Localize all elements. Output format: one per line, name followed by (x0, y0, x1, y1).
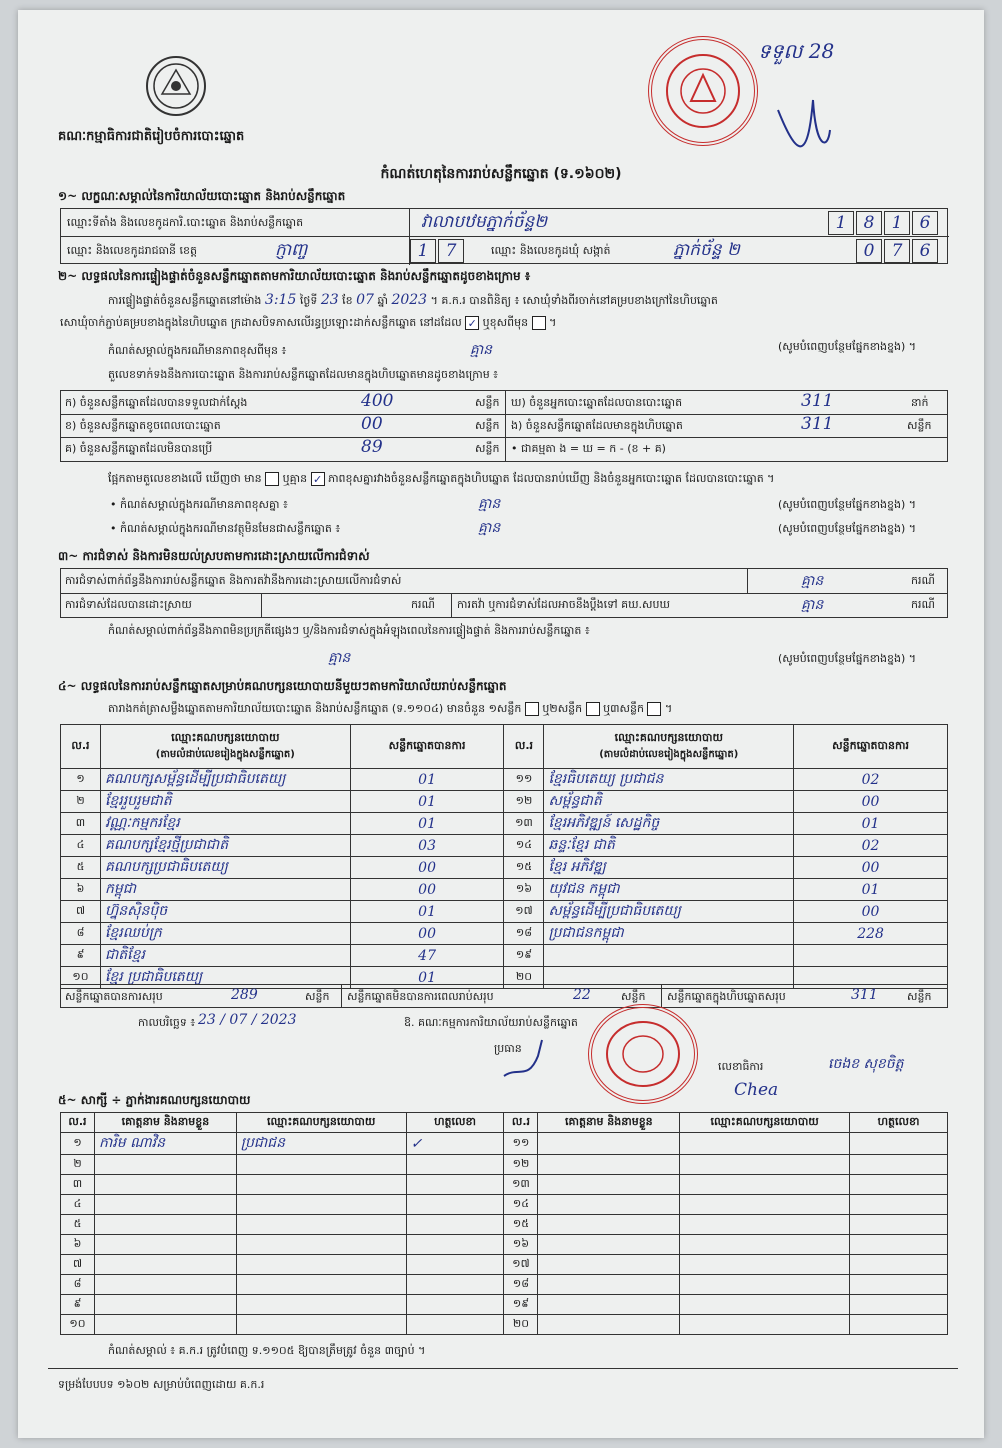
date-label: កាលបរិច្ឆេទ ៖ (138, 1016, 196, 1029)
unit-label: សន្លឹក (907, 990, 932, 1003)
chair-label: ប្រធាន (494, 1042, 522, 1055)
vote-count: 01 (794, 813, 948, 835)
secretary-signature: Chea (734, 1080, 779, 1100)
party-name (544, 945, 794, 967)
vote-count: 01 (794, 879, 948, 901)
witness-signature (406, 1195, 504, 1215)
unused-value: 89 (361, 437, 383, 457)
row-number: ១៣ (504, 813, 544, 835)
row-number: ២ (61, 1155, 95, 1175)
row-number: ១៩ (504, 945, 544, 967)
witness-signature (406, 1215, 504, 1235)
vote-count: 01 (350, 791, 504, 813)
two-sheet-checkbox[interactable] (586, 702, 600, 716)
witness-name (94, 1215, 236, 1235)
location-value: វាលាបឋមភ្នាក់ច័ន្ទ២ (421, 212, 548, 232)
party-name: យុវជន កម្ពុជា (544, 879, 794, 901)
intact-checkbox[interactable]: ✓ (465, 316, 479, 330)
totals-row (60, 984, 948, 1008)
appeal-label: ការតវ៉ា ឬការជំទាស់ដែលអាចនឹងប្តឹងទៅ គឃ.សបឃ (457, 598, 670, 611)
org-name: គណៈកម្មាធិការជាតិរៀបចំការបោះឆ្នោត (58, 129, 245, 144)
party-name: គណបក្សខ្មែរថ្មីប្រជាជាតិ (100, 835, 350, 857)
table-row (61, 813, 948, 835)
row-number: ៦ (61, 879, 101, 901)
witness-name (538, 1133, 680, 1155)
row-number: ១៥ (504, 857, 544, 879)
one-sheet-checkbox[interactable] (525, 702, 539, 716)
unit-label: សន្លឹក (907, 419, 932, 432)
witness-party (236, 1175, 406, 1195)
witness-name (538, 1155, 680, 1175)
vote-count: 02 (794, 769, 948, 791)
party-name: គណបក្សសម្ព័ន្ធដើម្បីប្រជាធិបតេយ្យ (100, 769, 350, 791)
witness-signature (406, 1295, 504, 1315)
vote-count: 02 (794, 835, 948, 857)
witness-name (94, 1195, 236, 1215)
col-sign: ហត្ថលេខា (850, 1113, 948, 1133)
vote-count: 00 (350, 879, 504, 901)
witness-party (680, 1315, 850, 1335)
witness-signature (850, 1175, 948, 1195)
footnote: កំណត់សម្គាល់ ៖ គ.ក.រ ត្រូវបំពេញ ទ.១១០៥ ឱ្យបានត្រឹមត្រូវ ចំនួន ៣ច្បាប់ ។ (108, 1344, 426, 1357)
witness-name (94, 1235, 236, 1255)
witness-name (94, 1275, 236, 1295)
section3-title: ៣~ ការជំទាស់ និងការមិនយល់ស្របតាមការដោះស្រាយលើការជំទាស់ (58, 549, 370, 563)
row-number: ២ (61, 791, 101, 813)
witness-party (236, 1155, 406, 1175)
party-name: ខ្មែរអភិវឌ្ឍន៍ សេដ្ឋកិច្ច (544, 813, 794, 835)
unused-label: គ) ចំនួនសន្លឹកឆ្នោតដែលមិនបានប្រើ (65, 442, 213, 455)
received-value: 400 (361, 391, 394, 411)
row-number: ១៤ (504, 835, 544, 857)
nec-emblem-icon (146, 56, 206, 116)
witness-signature (406, 1255, 504, 1275)
table-row (61, 879, 948, 901)
chair-signature (498, 1036, 558, 1086)
witness-name (94, 1295, 236, 1315)
vote-count: 01 (350, 813, 504, 835)
bullet-nonballot-value: គ្មាន (478, 520, 501, 536)
witness-signature (850, 1275, 948, 1295)
party-name: ប្រជាជនកម្ពុជា (544, 923, 794, 945)
witness-name (538, 1255, 680, 1275)
row-number: ១៧ (504, 1255, 538, 1275)
no-difference-checkbox[interactable]: ✓ (311, 472, 325, 486)
province-label: ឈ្មោះ និងលេខកូដរាជធានី ខេត្ត (67, 244, 197, 257)
party-name: ហ្វ៊ុនស៊ិនប៉ិច (100, 901, 350, 923)
vote-count: 01 (350, 967, 504, 989)
vote-count: 47 (350, 945, 504, 967)
witness-party (680, 1195, 850, 1215)
witness-signature (850, 1215, 948, 1235)
witness-name: ការិម ណាវិន (94, 1133, 236, 1155)
unit-label: សន្លឹក (475, 396, 500, 409)
col-name: គោត្តនាម និងនាមខ្លួន (538, 1113, 680, 1133)
table-row (61, 923, 948, 945)
table-row (61, 1275, 948, 1295)
witness-party (236, 1215, 406, 1235)
col-party: ឈ្មោះគណបក្សនយោបាយ (តាមលំដាប់លេខរៀងក្នុងសន្លឹកឆ្នោត) (100, 725, 350, 769)
ballots-in-box-label: ង) ចំនួនសន្លឹកឆ្នោតដែលមានក្នុងហិបឆ្នោត (511, 419, 683, 432)
witness-signature (850, 1155, 948, 1175)
witness-name (94, 1155, 236, 1175)
unit-label: សន្លឹក (621, 990, 646, 1003)
total-box-value: 311 (851, 987, 878, 1003)
vote-count: 03 (350, 835, 504, 857)
witness-party (680, 1175, 850, 1195)
row-number: ១២ (504, 791, 544, 813)
row-number: ១៥ (504, 1215, 538, 1235)
row-number: ១០ (61, 967, 101, 989)
bullet-difference-value: គ្មាន (478, 496, 501, 512)
table-row (61, 1295, 948, 1315)
row-number: ១ (61, 1133, 95, 1155)
row-number: ១៣ (504, 1175, 538, 1195)
row-number: ១៨ (504, 923, 544, 945)
witness-party (680, 1235, 850, 1255)
received-label: ក) ចំនួនសន្លឹកឆ្នោតដែលបានទទួលជាក់ស្តែង (65, 396, 248, 409)
witness-party (236, 1235, 406, 1255)
counted-intro: តួលេខទាក់ទងនឹងការបោះឆ្នោត និងការរាប់សន្លឹកឆ្នោតដែលមានក្នុងហិបឆ្នោតមានដូចខាងក្រោម ៖ (108, 368, 499, 381)
witness-party: ប្រជាជន (236, 1133, 406, 1155)
witness-signature (406, 1315, 504, 1335)
objection-box (60, 568, 948, 618)
signature-top (768, 90, 838, 170)
witness-party (680, 1155, 850, 1175)
col-no: ល.រ (504, 1113, 538, 1133)
witness-signature (850, 1195, 948, 1215)
total-invalid-value: 22 (573, 987, 591, 1003)
witness-party (680, 1133, 850, 1155)
irregularity-value: គ្មាន (328, 650, 351, 666)
row-number: ៨ (61, 923, 101, 945)
province-code-digit: 1 (410, 239, 436, 263)
verify-line1: ការផ្ទៀងផ្ទាត់ចំនួនសន្លឹកឆ្នោតនៅម៉ោង 3:15 ថ្ងៃទី 23 ខែ 07 ឆ្នាំ 2023 ។ គ.ក.រ បានពិនិត្យ ៖ សោឃុំទាំងពីរចាក់នៅគម្របខាងក្រៅនៃហិបឆ្នោត (108, 292, 718, 308)
col-name: គោត្តនាម និងនាមខ្លួន (94, 1113, 236, 1133)
party-name: សម្ព័ន្ធដើម្បីប្រជាធិបតេយ្យ (544, 901, 794, 923)
witness-name (94, 1255, 236, 1275)
witness-signature (406, 1155, 504, 1175)
col-party: ឈ្មោះគណបក្សនយោបាយ (តាមលំដាប់លេខរៀងក្នុងសន្លឹកឆ្នោត) (544, 725, 794, 769)
verify-year: 2023 (391, 292, 428, 308)
province-code-digit: 7 (438, 239, 464, 263)
unit-label: សន្លឹក (305, 990, 330, 1003)
see-back: (សូមបំពេញបន្ថែមផ្នែកខាងខ្នង) ។ (778, 340, 917, 353)
row-number: ៨ (61, 1275, 95, 1295)
section4-title: ៤~ លទ្ធផលនៃការរាប់សន្លឹកឆ្នោតសម្រាប់គណបក្សនយោបាយនីមួយៗតាមការិយាល័យរាប់សន្លឹកឆ្នោត (58, 679, 507, 693)
unit-label: ករណី (911, 598, 935, 611)
three-sheet-checkbox[interactable] (647, 702, 661, 716)
witness-name (538, 1295, 680, 1315)
form-footer: ទម្រង់បែបបទ ១៦០២ សម្រាប់បំពេញដោយ គ.ក.រ (58, 1378, 265, 1391)
verify-line2: សោឃុំចាក់ភ្ជាប់គម្របខាងក្នុងនៃហិបឆ្នោត ក្រដាសបិទភាសលើរន្ធប្រឡោះដាក់សន្លឹកឆ្នោត នៅដដែល ✓ ឬខុសពីមុន ។ (60, 316, 557, 330)
row-number: ៧ (61, 1255, 95, 1275)
voters-value: 311 (801, 391, 834, 411)
col-party: ឈ្មោះគណបក្សនយោបាយ (680, 1113, 850, 1133)
row-number: ១៩ (504, 1295, 538, 1315)
col-votes: សន្លឹកឆ្នោតបានការ (794, 725, 948, 769)
row-number: ៤ (61, 1195, 95, 1215)
witness-party (236, 1295, 406, 1315)
section1-box (60, 208, 948, 264)
witness-signature (406, 1275, 504, 1295)
witness-party (680, 1255, 850, 1275)
row-number: ៣ (61, 813, 101, 835)
witness-party (236, 1195, 406, 1215)
party-name: វណ្ណៈកម្មករខ្មែរ (100, 813, 350, 835)
province-value: ក្ញាញ្ច (275, 240, 308, 260)
witness-party (680, 1275, 850, 1295)
col-sign: ហត្ថលេខា (406, 1113, 504, 1133)
document-title: កំណត់ហេតុនៃការរាប់សន្លឹកឆ្នោត (ទ.១៦០២) (380, 166, 622, 182)
bullet-nonballot: • កំណត់សម្គាល់ក្នុងករណីមានវត្ថុមិនមែនជាសន្លឹកឆ្នោត ៖ (110, 522, 341, 535)
witness-name (538, 1175, 680, 1195)
vote-count: 00 (794, 791, 948, 813)
vote-count: 01 (350, 769, 504, 791)
row-number: ១២ (504, 1155, 538, 1175)
unit-label: សន្លឹក (475, 442, 500, 455)
vote-count: 228 (794, 923, 948, 945)
party-name: កម្ពុជា (100, 879, 350, 901)
party-name: សម្ព័ន្ធជាតិ (544, 791, 794, 813)
commune-value: ភ្នាក់ច័ន្ទ ២ (673, 240, 740, 260)
secretary-label: លេខាធិការ (718, 1060, 764, 1073)
col-votes: សន្លឹកឆ្នោតបានការ (350, 725, 504, 769)
witness-party (236, 1275, 406, 1295)
commune-label: ឈ្មោះ និងលេខកូដឃុំ សង្កាត់ (491, 244, 611, 257)
table-row (61, 1235, 948, 1255)
witness-signature (850, 1133, 948, 1155)
row-number: ៦ (61, 1235, 95, 1255)
count-box (60, 390, 948, 462)
verify-day: 23 (320, 292, 339, 308)
ballots-in-box-value: 311 (801, 414, 834, 434)
party-name: ខ្មែរ អភិវឌ្ឍ (544, 857, 794, 879)
objection-value: គ្មាន (801, 573, 824, 589)
official-seal-bottom (588, 1004, 698, 1104)
date-value: 23 / 07 / 2023 (198, 1012, 297, 1028)
see-back: (សូមបំពេញបន្ថែមផ្នែកខាងខ្នង) ។ (778, 522, 917, 535)
witness-signature (406, 1235, 504, 1255)
row-number: ៩ (61, 1295, 95, 1315)
table-row (61, 1195, 948, 1215)
corner-note: ទទួល 28 (758, 39, 835, 63)
irregularity-note: កំណត់សម្គាល់ពាក់ព័ន្ធនឹងភាពមិនប្រក្រតីផ្សេងៗ ឬ/និងការជំទាស់ក្នុងអំឡុងពេលនៃការផ្ទៀងផ្ទាត់ និងការរាប់សន្លឹកឆ្នោត ៖ (108, 624, 590, 637)
witness-table (60, 1112, 948, 1335)
row-number: ៣ (61, 1175, 95, 1195)
table-row (61, 901, 948, 923)
witness-party (236, 1315, 406, 1335)
commune-code-digit: 0 (856, 239, 882, 263)
total-valid-label: សន្លឹកឆ្នោតបានការសរុប (65, 990, 163, 1003)
table-row (61, 769, 948, 791)
document-page (18, 10, 984, 1438)
col-no: ល.រ (61, 1113, 95, 1133)
section1-title: ១~ លក្ខណៈសម្គាល់នៃការិយាល័យបោះឆ្នោត និងរាប់សន្លឹកឆ្នោត (58, 189, 346, 203)
row-number: ៧ (61, 901, 101, 923)
committee-label: ឱ. គណៈកម្មការការិយាល័យរាប់សន្លឹកឆ្នោត (404, 1016, 578, 1029)
unit-label: សន្លឹក (475, 419, 500, 432)
witness-signature (850, 1235, 948, 1255)
table-row (61, 945, 948, 967)
note-value: គ្មាន (469, 342, 493, 358)
table-row (61, 835, 948, 857)
tally-intro: តារាងកត់ត្រាសម្លឹងឆ្នោតតាមការិយាល័យបោះឆ្នោត និងរាប់សន្លឹកឆ្នោត (ទ.១១០៤) មានចំនួន ១សន្លឹក ឬ២សន្លឹក ឬ៣សន្លឹក ។ (108, 702, 673, 715)
table-row (61, 791, 948, 813)
col-no: ល.រ (504, 725, 544, 769)
row-number: ១៦ (504, 879, 544, 901)
verify-month: 07 (356, 292, 374, 308)
row-number: ១៧ (504, 901, 544, 923)
see-back: (សូមបំពេញបន្ថែមផ្នែកខាងខ្នង) ។ (778, 652, 917, 665)
table-row (61, 1133, 948, 1155)
witness-party (680, 1215, 850, 1235)
note-line: កំណត់សម្គាល់ក្នុងករណីមានភាពខុសពីមុន ៖ គ្មាន (108, 342, 493, 358)
location-code-digit: 1 (884, 211, 910, 235)
bullet-difference: • កំណត់សម្គាល់ក្នុងករណីមានភាពខុសគ្នា ៖ (110, 498, 288, 511)
witness-name (538, 1235, 680, 1255)
vote-count: 00 (350, 857, 504, 879)
formula-label: • ជាគម្មតា ង = ឃ = ក - (ខ + គ) (511, 442, 666, 455)
witness-signature: ✓ (406, 1133, 504, 1155)
witness-name (538, 1315, 680, 1335)
unit-label: នាក់ (911, 396, 929, 409)
resolved-label: ការជំទាស់ដែលបានដោះស្រាយ (65, 598, 192, 611)
row-number: ១៦ (504, 1235, 538, 1255)
row-number: ១ (61, 769, 101, 791)
table-row (61, 1215, 948, 1235)
witness-party (680, 1295, 850, 1315)
table-row (61, 1315, 948, 1335)
party-name: ខ្មែរ ប្រជាធិបតេយ្យ (100, 967, 350, 989)
witness-signature (850, 1255, 948, 1275)
row-number: ១០ (61, 1315, 95, 1335)
col-no: ល.រ (61, 725, 101, 769)
table-row (61, 1255, 948, 1275)
vote-count: 00 (794, 857, 948, 879)
see-back: (សូមបំពេញបន្ថែមផ្នែកខាងខ្នង) ។ (778, 498, 917, 511)
party-name: ខ្មែររួបរួមជាតិ (100, 791, 350, 813)
spoiled-value: 00 (361, 414, 383, 434)
commune-code-digit: 7 (884, 239, 910, 263)
witness-name (538, 1275, 680, 1295)
location-code-digit: 6 (912, 211, 938, 235)
verify-time: 3:15 (264, 292, 297, 308)
spoiled-label: ខ) ចំនួនសន្លឹកឆ្នោតខូចពេលបោះឆ្នោត (65, 419, 221, 432)
party-name: ឆន្ទៈខ្មែរ ជាតិ (544, 835, 794, 857)
witness-signature (406, 1175, 504, 1195)
voters-label: ឃ) ចំនួនអ្នកបោះឆ្នោតដែលបានបោះឆ្នោត (511, 396, 683, 409)
party-name: ជាតិខ្មែរ (100, 945, 350, 967)
witness-party (236, 1255, 406, 1275)
table-row (61, 1175, 948, 1195)
vote-count: 01 (350, 901, 504, 923)
commune-code-digit: 6 (912, 239, 938, 263)
section2-title: ២~ លទ្ធផលនៃការផ្ទៀងផ្ទាត់ចំនួនសន្លឹកឆ្នោតតាមការិយាល័យបោះឆ្នោត និងរាប់សន្លឹកឆ្នោតដូចខាងក្រោម ៖ (58, 269, 531, 283)
row-number: ៤ (61, 835, 101, 857)
row-number: ១១ (504, 1133, 538, 1155)
table-row (61, 857, 948, 879)
row-number: ៩ (61, 945, 101, 967)
vote-count: 00 (350, 923, 504, 945)
location-label: ឈ្មោះទីតាំង និងលេខកូដការិ.បោះឆ្នោត និងរាប់សន្លឹកឆ្នោត (67, 216, 304, 229)
secretary-name: ចេងខ សុខចិត្ត (828, 1056, 904, 1072)
row-number: ២០ (504, 1315, 538, 1335)
section5-title: ៥~ សាក្សី ÷ ភ្នាក់ងារគណបក្សនយោបាយ (58, 1093, 251, 1107)
witness-name (94, 1315, 236, 1335)
party-name: ខ្មែរធិបតេយ្យ ប្រជាជន (544, 769, 794, 791)
vote-count: 00 (794, 901, 948, 923)
objection-label: ការជំទាស់ពាក់ព័ន្ធនឹងការរាប់សន្លឹកឆ្នោត និងការតវ៉ានឹងការដោះស្រាយលើការជំទាស់ (65, 574, 402, 587)
has-difference-checkbox[interactable] (265, 472, 279, 486)
unit-label: ករណី (411, 598, 435, 611)
appeal-value: គ្មាន (801, 597, 824, 613)
total-valid-value: 289 (231, 987, 258, 1003)
compare-line: ផ្អែកតាមតួលេខខាងលើ ឃើញថា មាន ឬគ្មាន ✓ ភាពខុសគ្នារវាងចំនួនសន្លឹកឆ្នោតក្នុងហិបឆ្នោត ដែលបានរាប់ឃើញ និងចំនួនអ្នកបោះឆ្នោត ដែលបានបោះឆ្នោត ។ (108, 472, 775, 486)
location-code-digit: 8 (856, 211, 882, 235)
witness-name (538, 1215, 680, 1235)
vote-count (794, 945, 948, 967)
row-number: ១៨ (504, 1275, 538, 1295)
results-table (60, 724, 948, 989)
total-box-label: សន្លឹកឆ្នោតក្នុងហិបឆ្នោតសរុប (667, 990, 786, 1003)
total-invalid-label: សន្លឹកឆ្នោតមិនបានការពេលរាប់សរុប (347, 990, 494, 1003)
row-number: ៥ (61, 1215, 95, 1235)
row-number: ៥ (61, 857, 101, 879)
row-number: ២០ (504, 967, 544, 989)
location-code-digit: 1 (828, 211, 854, 235)
witness-name (538, 1195, 680, 1215)
witness-name (94, 1175, 236, 1195)
changed-checkbox[interactable] (532, 316, 546, 330)
row-number: ១១ (504, 769, 544, 791)
witness-signature (850, 1315, 948, 1335)
col-party: ឈ្មោះគណបក្សនយោបាយ (236, 1113, 406, 1133)
party-name: ខ្មែរឈប់ក្រ (100, 923, 350, 945)
table-row (61, 1155, 948, 1175)
witness-signature (850, 1295, 948, 1315)
unit-label: ករណី (911, 574, 935, 587)
party-name: គណបក្សប្រជាធិបតេយ្យ (100, 857, 350, 879)
row-number: ១៤ (504, 1195, 538, 1215)
official-seal-top (648, 36, 758, 146)
